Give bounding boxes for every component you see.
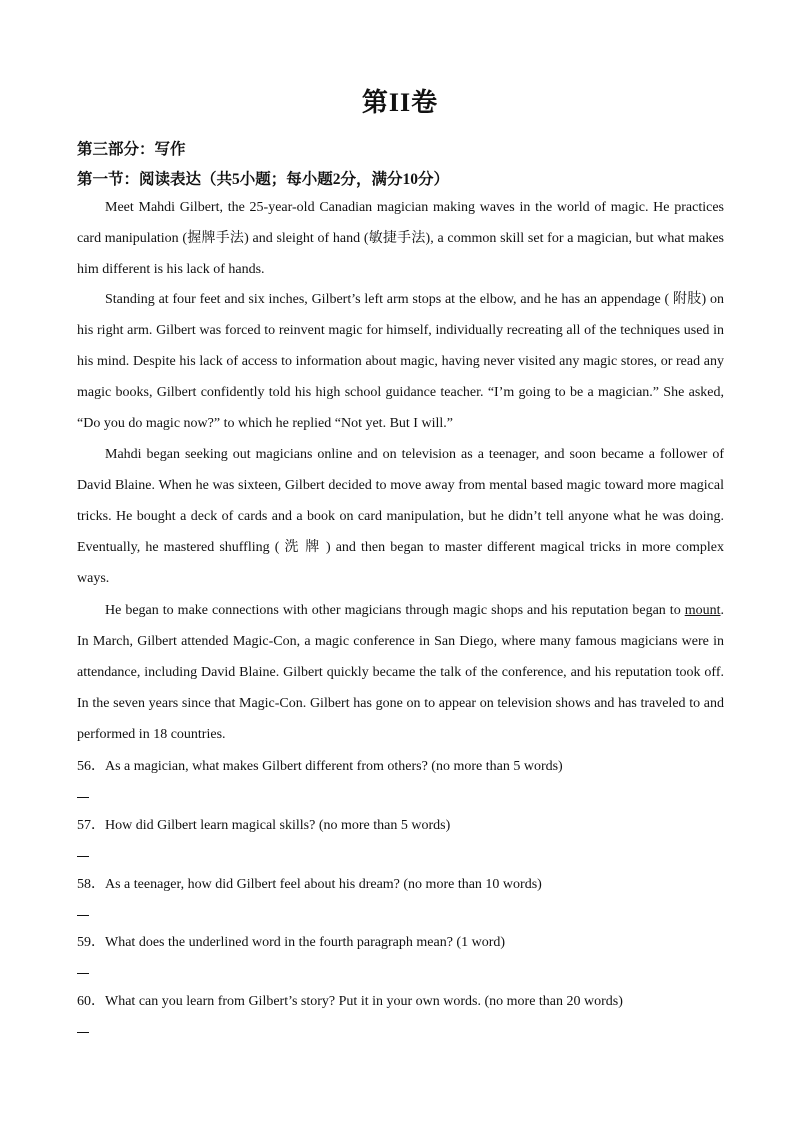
question-number: 57．	[77, 818, 105, 833]
question-number: 60．	[77, 994, 105, 1009]
question-text: As a teenager, how did Gilbert feel about his dream? (no more than 10 words)	[105, 877, 542, 892]
paragraph-3	[77, 439, 724, 594]
question-60	[77, 990, 623, 1010]
question-number: 56．	[77, 759, 105, 774]
answer-line-57[interactable]	[77, 856, 89, 857]
paragraph-4	[77, 595, 724, 750]
question-58	[77, 873, 542, 893]
question-number: 59．	[77, 935, 105, 950]
answer-line-59[interactable]	[77, 973, 89, 974]
question-text: How did Gilbert learn magical skills? (no more than 5 words)	[105, 818, 451, 833]
question-text: What does the underlined word in the fourth paragraph mean? (1 word)	[105, 935, 506, 950]
paragraph-1	[77, 192, 724, 285]
paragraph-2-text: Standing at four feet and six inches, Gilbert’s left arm stops at the elbow, and he has an appendage ( 附肢) on his right arm. Gilbert was forced to reinvent magic for himself, individually recreating all of the techniques used in his mind. Despite his lack of access to information about magic, having never visited any magic stores, or read any magic books, Gilbert confidently told his high school guidance teacher. “I’m going to be a magician.” She asked, “Do you do magic now?” to which he replied “Not yet. But I will.”	[77, 292, 724, 431]
paragraph-4-text-after: . In March, Gilbert attended Magic-Con, a magic conference in San Diego, where many famous magicians were in attendance, including David Blaine. Gilbert quickly became the talk of the conference, and his reputation took off. In the seven years since that Magic-Con. Gilbert has gone on to appear on television shows and has traveled to and performed in 18 countries.	[77, 603, 724, 742]
answer-line-56[interactable]	[77, 797, 89, 798]
answer-line-58[interactable]	[77, 915, 89, 916]
section-part-heading: 第三部分：写作	[77, 141, 186, 158]
paragraph-1-text: Meet Mahdi Gilbert, the 25-year-old Canadian magician making waves in the world of magic. He practices card manipulation (握牌手法) and sleight of hand (敏捷手法), a common skill set for a magician, but what makes him different is his lack of hands.	[77, 200, 724, 277]
question-57	[77, 814, 450, 834]
question-59	[77, 931, 505, 951]
question-56	[77, 755, 563, 775]
paragraph-4-text-before: He began to make connections with other magicians through magic shops and his reputation began to	[105, 603, 681, 618]
page-title: 第II卷	[361, 88, 439, 117]
paragraph-3-text: Mahdi began seeking out magicians online and on television as a teenager, and soon became a follower of David Blaine. When he was sixteen, Gilbert decided to move away from mental based magic toward more magical tricks. He bought a deck of cards and a book on card manipulation, but he didn’t tell anyone what he was doing. Eventually, he mastered shuffling ( 洗 牌 ) and then began to master different magical tricks in more complex ways.	[77, 447, 724, 586]
question-text: As a magician, what makes Gilbert different from others? (no more than 5 words)	[105, 759, 563, 774]
question-text: What can you learn from Gilbert’s story? Put it in your own words. (no more than 20 words)	[105, 994, 623, 1009]
answer-line-60[interactable]	[77, 1032, 89, 1033]
underlined-word: mount	[684, 603, 721, 618]
question-number: 58．	[77, 877, 105, 892]
paragraph-2	[77, 284, 724, 439]
section-sub-heading: 第一节：阅读表达（共5小题；每小题2分，满分10分）	[77, 171, 450, 188]
